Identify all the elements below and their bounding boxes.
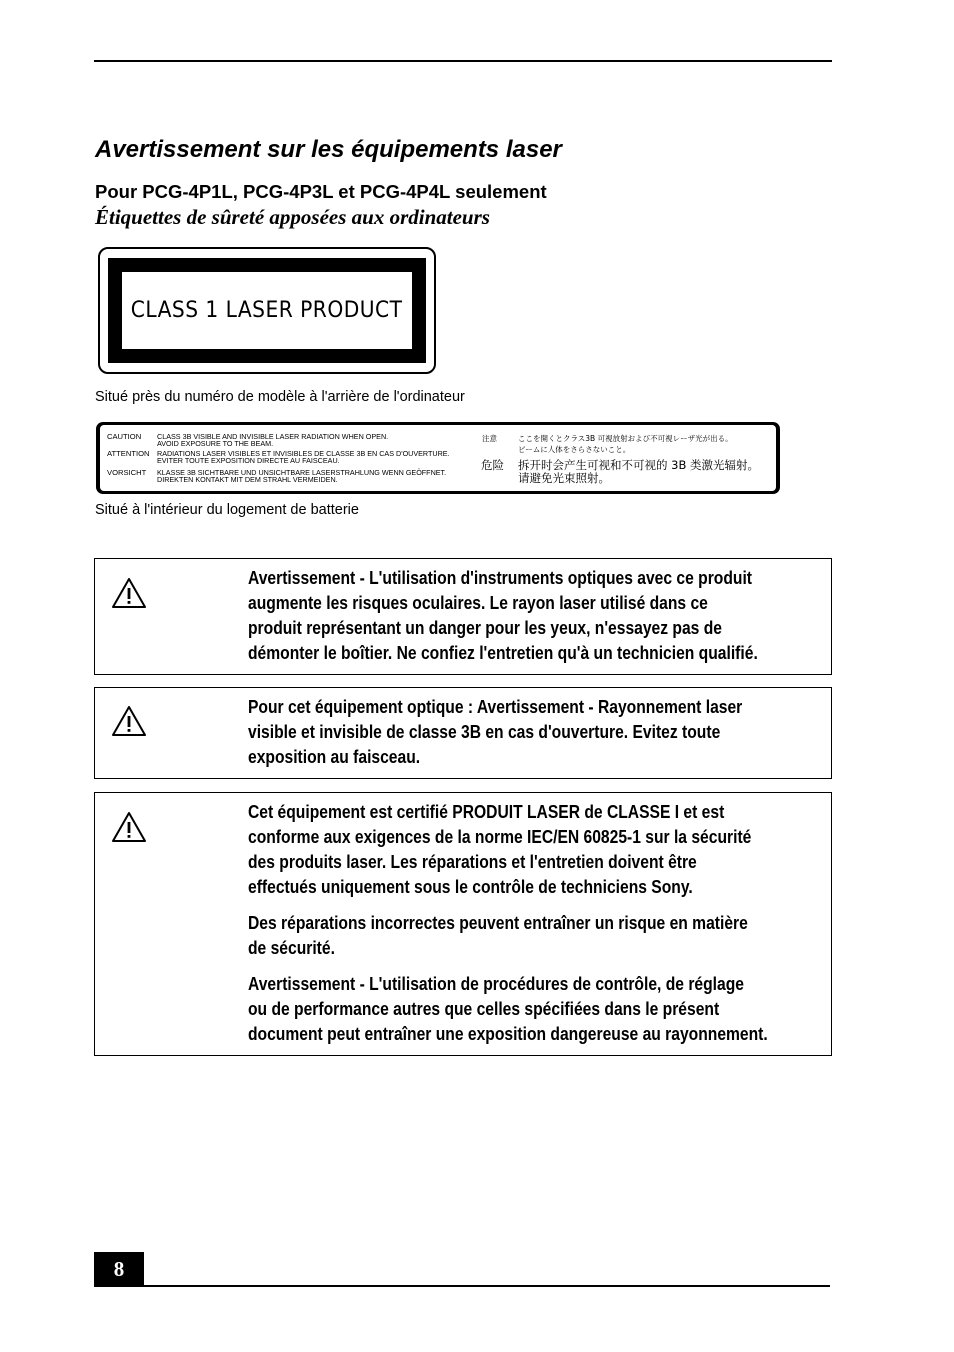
- warning-text: Des réparations incorrectes peuvent entraîner un risque en matière de sécurité.: [248, 913, 748, 958]
- page-number: 8: [94, 1252, 144, 1287]
- warning-triangle-icon: [111, 705, 147, 737]
- warning-text: Cet équipement est certifié PRODUIT LASER de CLASSE I et est conforme aux exigences de la norme IEC/EN 60825-1 sur la sécurité des produits laser. Les réparations et l'entretien doivent être effectués uniquement sous le contrôle de techniciens Sony.: [248, 802, 752, 897]
- caution-key: CAUTION: [107, 432, 142, 441]
- radiation-label-caption: Situé à l'intérieur du logement de batterie: [95, 502, 359, 518]
- cn-key: 危险: [481, 458, 504, 472]
- models-subtitle: Pour PCG-4P1L, PCG-4P3L et PCG-4P4L seulement: [95, 181, 547, 202]
- vorsicht-key: VORSICHT: [107, 468, 147, 477]
- jp-key: 注意: [482, 434, 497, 443]
- laser-radiation-label: [96, 422, 780, 494]
- warning-box: [94, 687, 832, 779]
- vorsicht-line-1: KLASSE 3B SICHTBARE UND UNSICHTBARE LASERSTRAHLUNG WENN GEÖFFNET.: [157, 468, 447, 477]
- attention-line-2: EVITER TOUTE EXPOSITION DIRECTE AU FAISCEAU.: [157, 456, 340, 465]
- warning-text: Avertissement - L'utilisation de procédures de contrôle, de réglage ou de performance autres que celles spécifiées dans le présent document peut entraîner une exposition dangereuse au rayonnement.: [248, 974, 768, 1044]
- warning-box: [94, 558, 832, 675]
- vorsicht-line-2: DIREKTEN KONTAKT MIT DEM STRAHL VERMEIDEN.: [157, 475, 338, 484]
- warning-triangle-icon: [111, 811, 147, 843]
- warning-text: Pour cet équipement optique : Avertissement - Rayonnement laser visible et invisible de classe 3B en cas d'ouverture. Evitez toute exposition au faisceau.: [248, 697, 743, 767]
- caution-line-2: AVOID EXPOSURE TO THE BEAM.: [157, 439, 274, 448]
- class1-label-text: CLASS 1 LASER PRODUCT: [131, 298, 403, 323]
- bottom-rule: [94, 1285, 830, 1287]
- class1-label-caption: Situé près du numéro de modèle à l'arrière de l'ordinateur: [95, 389, 465, 405]
- warning-triangle-icon: [111, 577, 147, 609]
- cn-line-2: 请避免光束照射。: [518, 471, 610, 485]
- caution-line-1: CLASS 3B VISIBLE AND INVISIBLE LASER RADIATION WHEN OPEN.: [157, 432, 389, 441]
- jp-line-1: ここを開くとクラス3B 可視放射および不可視レーザ光が出る。: [518, 434, 733, 443]
- class1-laser-label: [98, 247, 436, 374]
- attention-line-1: RADIATIONS LASER VISIBLES ET INVISIBLES DE CLASSE 3B EN CAS D'OUVERTURE.: [157, 449, 450, 458]
- jp-line-2: ビームに人体をさらさないこと。: [518, 445, 631, 454]
- top-rule: [94, 60, 832, 62]
- cn-line-1: 拆开时会产生可视和不可视的 3B 类激光辐射。: [518, 458, 760, 472]
- warning-box: [94, 792, 832, 1056]
- warning-text: Avertissement - L'utilisation d'instruments optiques avec ce produit augmente les risques oculaires. Le rayon laser utilisé dans ce produit représentant un danger pour les yeux, n'essayez pas de démonter le boîtier. Ne confiez l'entretien qu'à un technicien qualifié.: [248, 568, 758, 663]
- attention-key: ATTENTION: [107, 449, 150, 458]
- labels-subtitle: Étiquettes de sûreté apposées aux ordinateurs: [95, 205, 490, 229]
- section-title: Avertissement sur les équipements laser: [95, 136, 562, 163]
